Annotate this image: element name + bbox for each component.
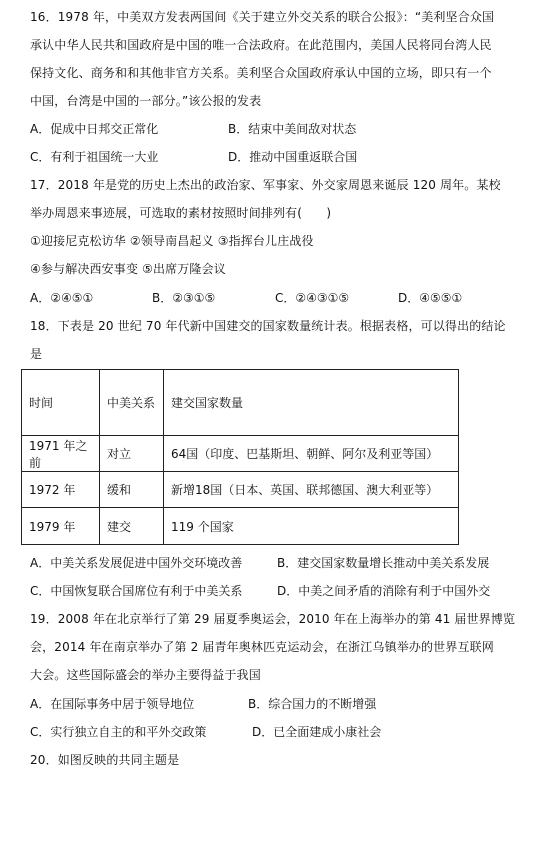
table-cell: 1971 年之前 (22, 436, 100, 472)
q18-stem-line: 18．下表是 20 世纪 70 年代新中国建交的国家数量统计表。根据表格，可以得出的结论 (30, 319, 506, 333)
q16-stem-line: 16．1978 年，中美双方发表两国间《关于建立外交关系的联合公报》：“美利坚合众国 (30, 10, 495, 24)
q19-stem-line: 会，2014 年在南京举办了第 2 届青年奥林匹克运动会，在浙江乌镇举办的世界互联网 (30, 640, 494, 654)
table-header-cell: 中美关系 (100, 370, 164, 436)
table-cell: 119 个国家 (164, 508, 459, 545)
q19-stem-line: 大会。这些国际盛会的举办主要得益于我国 (30, 668, 261, 682)
table-cell: 缓和 (100, 472, 164, 508)
table-cell: 新增18国（日本、英国、联邦德国、澳大利亚等） (164, 472, 459, 508)
table-cell: 建交 (100, 508, 164, 545)
table-cell: 1979 年 (22, 508, 100, 545)
table-cell: 1972 年 (22, 472, 100, 508)
table-row (22, 436, 459, 472)
q16-option-b: B．结束中美间敌对状态 (228, 122, 357, 136)
q17-option-d: D．④⑤⑤① (398, 291, 463, 305)
q20-stem-line: 20．如图反映的共同主题是 (30, 753, 180, 767)
q16-stem-line: 承认中华人民共和国政府是中国的唯一合法政府。在此范围内，美国人民将同台湾人民 (30, 38, 492, 52)
q18-option-b: B．建交国家数量增长推动中美关系发展 (277, 556, 490, 570)
diplomacy-table (21, 369, 459, 545)
q17-option-b: B．②③①⑤ (152, 291, 216, 305)
q17-option-c: C．②④③①⑤ (275, 291, 350, 305)
table-row (22, 508, 459, 545)
table-cell: 64国（印度、巴基斯坦、朝鲜、阿尔及利亚等国） (164, 436, 459, 472)
q17-stem-line: 17．2018 年是党的历史上杰出的政治家、军事家、外交家周恩来诞辰 120 周年。某校 (30, 178, 501, 192)
q17-stem-line: ①迎接尼克松访华 ②领导南昌起义 ③指挥台儿庄战役 (30, 234, 314, 248)
q16-option-c: C．有利于祖国统一大业 (30, 150, 159, 164)
q17-stem-line: ④参与解决西安事变 ⑤出席万隆会议 (30, 262, 226, 276)
table-row (22, 472, 459, 508)
q19-stem-line: 19．2008 年在北京举行了第 29 届夏季奥运会，2010 年在上海举办的第 41 届世界博览 (30, 612, 516, 626)
q18-option-c: C．中国恢复联合国席位有利于中美关系 (30, 584, 243, 598)
q16-option-a: A．促成中日邦交正常化 (30, 122, 159, 136)
q19-option-c: C．实行独立自主的和平外交政策 (30, 725, 207, 739)
table-header-cell: 建交国家数量 (164, 370, 459, 436)
q16-option-d: D．推动中国重返联合国 (228, 150, 358, 164)
q17-stem-line: 举办周恩来事迹展，可选取的素材按照时间排列有( ) (30, 206, 332, 220)
q17-option-a: A．②④⑤① (30, 291, 94, 305)
table-header-row (22, 370, 459, 436)
q16-stem-line: 保持文化、商务和和其他非官方关系。美利坚合众国政府承认中国的立场，即只有一个 (30, 66, 492, 80)
q19-option-d: D．已全面建成小康社会 (252, 725, 382, 739)
q16-stem-line: 中国，台湾是中国的一部分。”该公报的发表 (30, 94, 262, 108)
q19-option-b: B．综合国力的不断增强 (248, 697, 377, 711)
q19-option-a: A．在国际事务中居于领导地位 (30, 697, 195, 711)
table-header-cell: 时间 (22, 370, 100, 436)
q18-stem-line: 是 (30, 347, 43, 361)
q18-option-d: D．中美之间矛盾的消除有利于中国外交 (277, 584, 491, 598)
table-cell: 对立 (100, 436, 164, 472)
q18-option-a: A．中美关系发展促进中国外交环境改善 (30, 556, 243, 570)
